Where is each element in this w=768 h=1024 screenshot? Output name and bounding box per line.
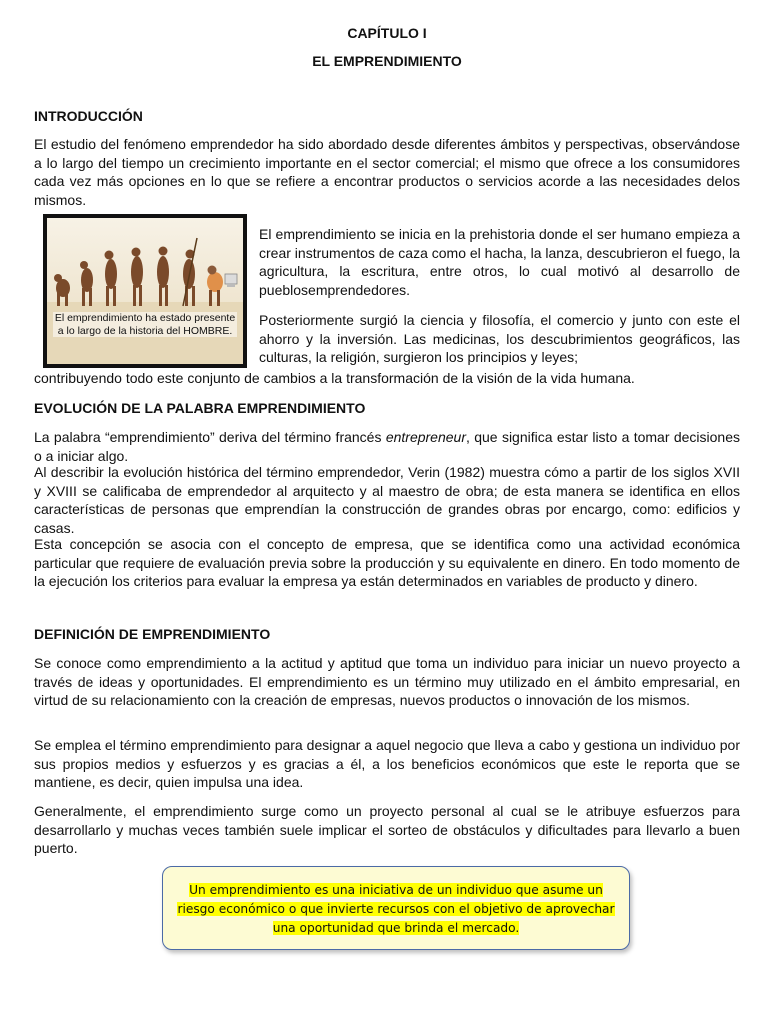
evolution-figure xyxy=(43,214,247,368)
intro-heading: INTRODUCCIÓN xyxy=(34,108,143,124)
chapter-number: CAPÍTULO I xyxy=(347,25,427,41)
definicion-paragraph-2: Se emplea el término emprendimiento para designar a aquel negocio que lleva a cabo y gestiona un individuo por sus propios medios y esfuerzos y es gracias a él, a los beneficios económicos que este le reporta que se mantiene, es decir, quien impulsa una idea. xyxy=(34,737,740,790)
evolucion-p1-before: La palabra “emprendimiento” deriva del término francés xyxy=(34,429,386,445)
evolucion-heading: EVOLUCIÓN DE LA PALABRA EMPRENDIMIENTO xyxy=(34,400,366,416)
definicion-paragraph-3: Generalmente, el emprendimiento surge como un proyecto personal al cual se le atribuye esfuerzos para desarrollarlo y muchas veces también suele implicar el sorteo de obstáculos y dificultades para llevarlo a buen puerto. xyxy=(34,803,740,856)
human-evolution-illustration xyxy=(47,218,243,364)
callout-line-1: Un emprendimiento es una iniciativa de un individuo que asume un xyxy=(189,883,603,897)
evolucion-paragraph-3: Esta concepción se asocia con el concepto de empresa, que se identifica como una actividad económica particular que requiere de evaluación previa sobre la producción y su equivalente en dinero. En todo momento de la ejecución los criterios para evaluar la empresa ya están determinados en variables de producto y dinero. xyxy=(34,536,740,589)
definition-callout-box xyxy=(162,866,630,950)
evolucion-paragraph-1 xyxy=(34,428,740,465)
definicion-heading: DEFINICIÓN DE EMPRENDIMIENTO xyxy=(34,626,271,642)
evolucion-paragraph-2: Al describir la evolución histórica del término emprendedor, Verin (1982) muestra cómo a partir de los siglos XVII y XVIII se calificaba de emprendedor al arquitecto y al maestro de obra; de esta manera se identifica en ellos características de personas que emprendían la construcción de grandes obras por encargo, como: edificios y casas. xyxy=(34,464,740,536)
intro-paragraph-3-part1: Posteriormente surgió la ciencia y filosofía, el comercio y junto con este el ahorro y la inversión. Las medicinas, los descubrimientos geográficos, las culturas, la religión, surgieron los principios y leyes; xyxy=(259,312,740,365)
definicion-paragraph-1: Se conoce como emprendimiento a la actitud y aptitud que toma un individuo para iniciar un nuevo proyecto a través de ideas y oportunidades. El emprendimiento es un término muy utilizado en el ámbito empresarial, en virtud de su relacionamiento con la creación de empresas, nuevos productos o innovación de los mismos. xyxy=(34,655,740,708)
callout-line-3: una oportunidad que brinda el mercado. xyxy=(272,921,520,935)
callout-line-2: riesgo económico o que invierte recursos con el objetivo de aprovechar xyxy=(177,902,615,916)
figure-caption: El emprendimiento ha estado presente a lo largo de la historia del HOMBRE. xyxy=(54,312,236,337)
intro-paragraph-1: El estudio del fenómeno emprendedor ha sido abordado desde diferentes ámbitos y perspectivas, observándose a lo largo del tiempo un crecimiento importante en el sector comercial; el mismo que ofrece a los consumidores cada vez más opciones en lo que se refiere a encontrar productos o servicios acorde a las necesidades delos mismos. xyxy=(34,136,740,208)
chapter-title: EL EMPRENDIMIENTO xyxy=(312,53,462,69)
evolucion-p1-italic-term: entrepreneur xyxy=(385,429,466,445)
evolucion-p1-after: , que significa estar listo a tomar decisiones o a iniciar algo. xyxy=(34,429,740,464)
callout-text xyxy=(173,881,619,938)
intro-paragraph-2: El emprendimiento se inicia en la prehistoria donde el ser humano empieza a crear instrumentos de caza como el hacha, la lanza, descubrieron el fuego, la agricultura, la escritura, entre otros, lo cual motivó al desarrollo de pueblosemprendedores. xyxy=(259,226,740,298)
intro-paragraph-3-part2: contribuyendo todo este conjunto de cambios a la transformación de la visión de la vida humana. xyxy=(34,370,635,386)
